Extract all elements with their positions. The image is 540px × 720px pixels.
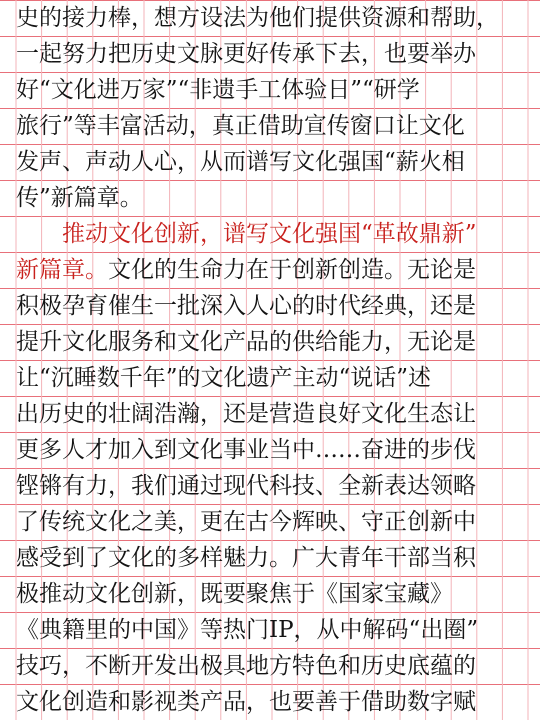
body-text: 出历史的壮阔浩瀚，还是营造良好文化生态让 [16, 401, 476, 427]
text-line [16, 612, 528, 648]
body-text: 感受到了文化的多样魅力。广大青年干部当积 [16, 545, 476, 571]
body-text: 发声、声动人心，从而谱写文化强国“薪火相 [16, 149, 465, 175]
text-line [16, 252, 528, 288]
body-text: 《典籍里的中国》等热门IP，从中解码“出圈” [16, 617, 479, 643]
body-text: 更多人才加入到文化事业当中……奋进的步伐 [16, 437, 476, 463]
text-line [16, 504, 528, 540]
text-line [16, 288, 528, 324]
highlighted-heading-text: 新篇章。 [16, 257, 108, 283]
text-line [16, 144, 528, 180]
text-line [16, 540, 528, 576]
body-text: 铿锵有力，我们通过现代科技、全新表达领略 [16, 473, 476, 499]
body-text: 文化创造和影视类产品，也要善于借助数字赋 [16, 689, 476, 715]
text-line [16, 432, 528, 468]
text-line [16, 180, 528, 216]
text-line [16, 108, 528, 144]
text-line [16, 360, 528, 396]
text-line [16, 576, 528, 612]
text-line [16, 0, 528, 36]
body-text: 了传统文化之美，更在古今辉映、守正创新中 [16, 509, 476, 535]
text-line [16, 468, 528, 504]
text-line [16, 648, 528, 684]
body-text: 文化的生命力在于创新创造。无论是 [108, 257, 476, 283]
body-text: 积极孕育催生一批深入人心的时代经典，还是 [16, 293, 476, 319]
body-text: 提升文化服务和文化产品的供给能力，无论是 [16, 329, 476, 355]
body-text: 旅行”等丰富活动，真正借助宣传窗口让文化 [16, 113, 465, 139]
body-text: 一起努力把历史文脉更好传承下去，也要举办 [16, 41, 476, 67]
text-line [16, 36, 528, 72]
text-line [16, 684, 528, 720]
body-text: 传”新篇章。 [16, 185, 143, 211]
text-line [16, 396, 528, 432]
text-line [16, 324, 528, 360]
text-line [16, 216, 528, 252]
body-text: 史的接力棒，想方设法为他们提供资源和帮助， [16, 5, 499, 31]
highlighted-heading-text: 推动文化创新，谱写文化强国“革故鼎新” [16, 221, 477, 247]
body-text: 让“沉睡数千年”的文化遗产主动“说话”述 [16, 365, 432, 391]
text-line [16, 72, 528, 108]
body-text: 好“文化进万家”“非遗手工体验日”“研学 [16, 77, 420, 103]
body-text: 极推动文化创新，既要聚焦于《国家宝藏》 [16, 581, 453, 607]
body-text: 技巧，不断开发出极具地方特色和历史底蕴的 [16, 653, 476, 679]
